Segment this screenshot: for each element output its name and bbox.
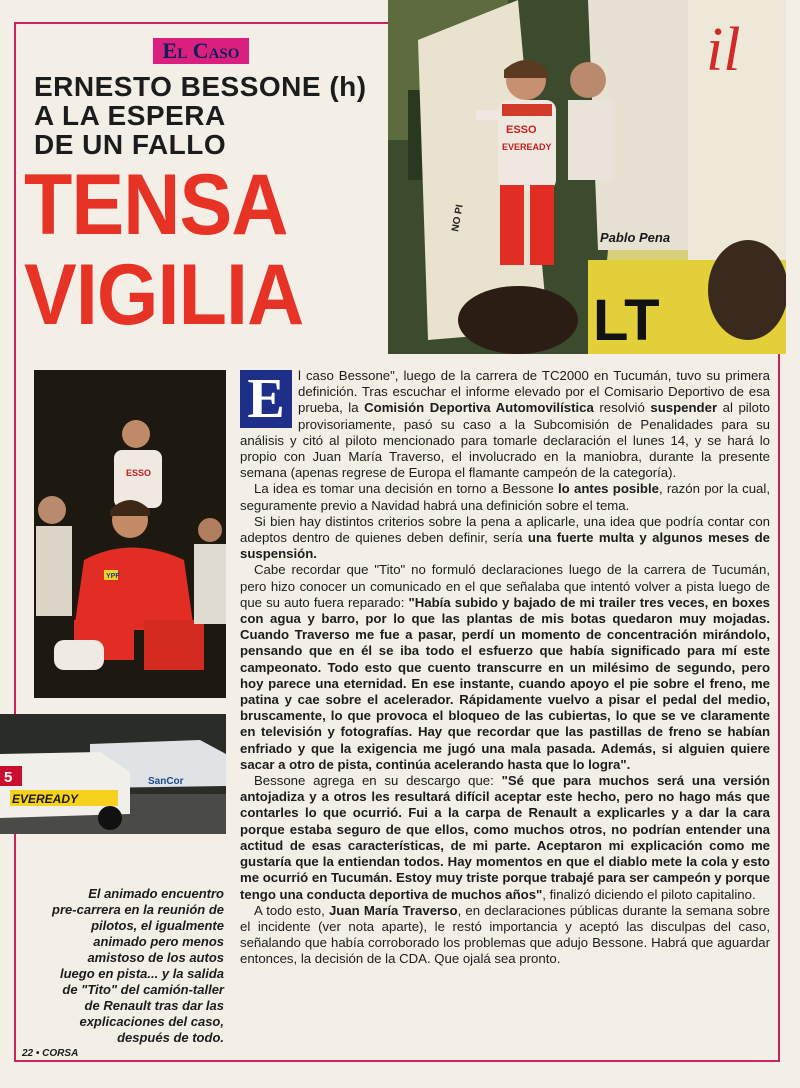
text-run: , en declaraciones públicas durante la semana sobre el incidente (ver nota aparte), le restó importancia y aceptó las disculpas del caso, señalando que había corroborado los problemas que adujo Bessone. Habrá que aguardar entonces, la decisión de la CDA. Que ojalá sea pronto. <box>240 902 770 967</box>
text-run: al piloto provisoriamente, pasó su caso a la Subcomisión de Penalidades para su análisis y citó al piloto mencionado para tomarle declaración el lunes 14, y se hará lo propio con Juan María Traverso, el involucrado en la maniobra, durante la presente semana (apenas regrese de Europa el flamante campeón de la categoría). <box>240 400 770 481</box>
kicker-line: DE UN FALLO <box>34 129 227 160</box>
kicker-line: A LA ESPERA <box>34 100 226 131</box>
caption-line: animado pero menos <box>93 934 224 949</box>
caption-line: El animado encuentro <box>88 886 224 901</box>
text-run: Si bien hay distintos criterios sobre la pena a aplicarle, una idea que podría contar con adeptos dentro de quienes deben definir, sería <box>240 513 770 546</box>
door-label: NO PI <box>450 203 466 233</box>
truck-letters: LT <box>593 288 660 353</box>
section-tag: El Caso <box>153 38 249 64</box>
page-border-left <box>14 22 16 1062</box>
headline <box>24 157 355 343</box>
text-run: Cabe recordar que "Tito" no formuló declaraciones luego de la carrera de Tucumán, pero hizo conocer un comunicado en el que señalaba que intentó volver a pista luego de que su auto fuera reparado: <box>240 562 770 610</box>
sancor-logo: SanCor <box>148 776 184 787</box>
bold-run: suspender <box>650 400 718 416</box>
quote-run: "Sé que para muchos será una versión antojadiza y a otros les resultará difícil aceptar este hecho, pero no hago más que contarles lo que ocurrió. Fui a la carpa de Renault a explicarles y a dar la cara porque estaba seguro de que ellos, como muchos otros, no podrían entender una actitud de esas características, de mi parte. Aceptaron mi explicación como me gustaría que la entiendan todos. Hay momentos en que el diablo mete la cola y esto me ocurrió en Tucumán. Estoy muy triste porque trabajé para ser campeón y porque tengo una conducta deportiva de muchos años" <box>240 773 770 902</box>
caption-line: de Renault tras dar las <box>84 998 224 1013</box>
kicker <box>34 72 384 159</box>
caption-line: amistoso de los autos <box>87 950 224 965</box>
photo-race-cars <box>0 714 226 834</box>
quote-run: "Había subido y bajado de mi trailer tres veces, en boxes con agua y barro, por lo que las plantas de mis botas quedaron muy mojadas. Cuando Traverso me fue a pasar, perdí un momento de concentración mirándolo, pensando que en él se iba todo el esfuerzo que había significado para mí este campeonato. Todo esto que cuento transcurre en un milésimo de segundo, pero hoy parece una eternidad. En ese instante, cuando apoyo el pie sobre el freno, me patina y cae sobre el acelerador. Rápidamente vuelvo a pisar el pedal del medio, bruscamente, lo que provoca el bloqueo de las cubiertas, lo que se ve claramente en televisión y fotografías. Hay que recordar que las pastillas de freno se habían enfriado y que la exigencia me jugó una mala pasada. Además, si alguien quiere sacar a otro de pista, continúa acelerando hasta que lo logra". <box>240 594 770 772</box>
suit-sponsor: EVEREADY <box>502 142 552 152</box>
truck-sign: Pablo Pena <box>600 230 671 245</box>
text-run: l caso Bessone", luego de la carrera de TC2000 en Tucumán, tuvo su primera definición. Tras escuchar el informe elevado por el Comisario Deportivo de esa prueba, la <box>298 368 770 416</box>
photo-driver-truck <box>388 0 786 354</box>
article-body <box>240 368 770 968</box>
text-run: resolvió <box>593 400 651 416</box>
bold-run: Comisión Deportiva Automovilística <box>364 400 594 416</box>
suit-logo-2: ESSO <box>126 468 152 478</box>
article-paragraph <box>240 773 770 903</box>
bold-run: lo antes posible <box>558 481 659 497</box>
caption-line: pilotos, el igualmente <box>91 918 224 933</box>
article-paragraph <box>240 562 770 773</box>
text-run: , finalizó diciendo el piloto capitalino. <box>542 886 756 902</box>
text-run: A todo esto, <box>254 902 329 918</box>
drop-cap: E <box>240 370 292 428</box>
article-paragraph <box>240 514 770 563</box>
suit-logo: ESSO <box>506 124 537 136</box>
headline-line: TENSA <box>24 157 288 253</box>
ypf-logo: YPF <box>106 573 120 580</box>
car-banner: EVEREADY <box>12 792 79 806</box>
truck-logo-text: il <box>706 16 741 84</box>
headline-line: VIGILIA <box>24 247 304 343</box>
photo-drivers-meeting <box>34 370 226 698</box>
article-paragraph <box>240 368 770 481</box>
bold-run: Juan María Traverso <box>328 902 458 918</box>
kicker-line: ERNESTO BESSONE (h) <box>34 71 367 102</box>
car-number: 5 <box>4 769 13 786</box>
page-folio: 22 • CORSA <box>22 1048 79 1059</box>
article-paragraph <box>240 903 770 968</box>
bold-run: una fuerte multa y algunos meses de suspensión. <box>240 530 770 562</box>
caption-line: de "Tito" del camión-taller <box>62 982 224 997</box>
text-run: La idea es tomar una decisión en torno a Bessone <box>254 481 559 497</box>
caption-line: luego en pista... y la salida <box>60 966 224 981</box>
text-run: Bessone agrega en su descargo que: <box>254 773 502 789</box>
photo-caption <box>40 886 224 1046</box>
caption-line: pre-carrera en la reunión de <box>52 902 224 917</box>
caption-line: después de todo. <box>117 1030 224 1045</box>
page-border-bottom <box>14 1060 780 1062</box>
caption-line: explicaciones del caso, <box>79 1014 224 1029</box>
article-paragraph <box>240 481 770 513</box>
text-run: , razón por la cual, seguramente previo a Navidad habrá una definición sobre el tema. <box>240 481 770 513</box>
